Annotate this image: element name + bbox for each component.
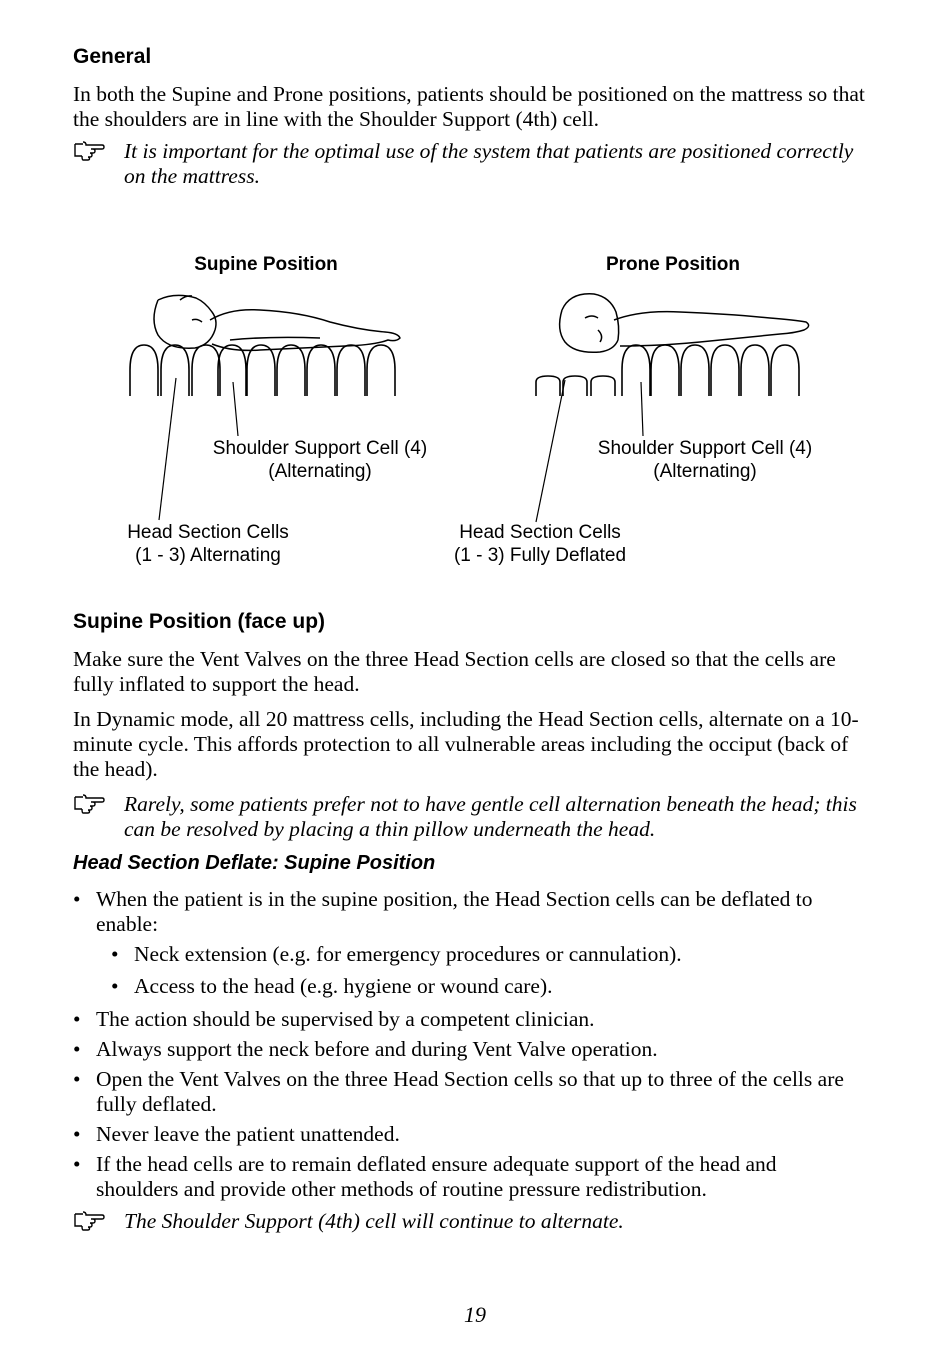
supine-heading: Supine Position (face up) xyxy=(73,610,326,633)
supine-head-label-1: Head Section Cells xyxy=(127,522,289,543)
bullet-dot: • xyxy=(73,1037,81,1061)
supine-shoulder-label-2: (Alternating) xyxy=(268,461,372,482)
deflate-bullet: • Never leave the patient unattended. xyxy=(73,1122,400,1146)
supine-head-label-2: (1 - 3) Alternating xyxy=(135,545,281,566)
supine-note xyxy=(73,792,873,842)
supine-head-leader xyxy=(159,378,176,520)
positioning-diagram xyxy=(0,240,950,580)
bullet-dot: • xyxy=(73,1067,81,1091)
deflate-note-text: The Shoulder Support (4th) cell will continue to alternate. xyxy=(124,1209,624,1233)
pointing-hand-icon xyxy=(73,792,105,814)
general-note-text: It is important for the optimal use of the system that patients are positioned correctly on the mattress. xyxy=(124,139,854,188)
pointing-hand-icon xyxy=(73,139,105,161)
bullet-dot: • xyxy=(73,887,81,911)
prone-shoulder-leader xyxy=(641,382,643,436)
prone-deflated-head-cells xyxy=(536,376,615,396)
prone-shoulder-label-2: (Alternating) xyxy=(653,461,757,482)
deflate-bullet: • Open the Vent Valves on the three Head Section cells so that up to three of the cells are fully deflated. xyxy=(73,1067,844,1116)
supine-mattress-cells xyxy=(130,345,395,396)
supine-note-text: Rarely, some patients prefer not to have gentle cell alternation beneath the head; this can be resolved by placing a thin pillow underneath the head. xyxy=(124,792,857,841)
supine-paragraph-1: Make sure the Vent Valves on the three Head Section cells are closed so that the cells are fully inflated to support the head. xyxy=(73,647,836,696)
supine-position-title: Supine Position xyxy=(194,254,338,275)
general-paragraph: In both the Supine and Prone positions, patients should be positioned on the mattress so that the shoulders are in line with the Shoulder Support (4th) cell. xyxy=(73,82,865,131)
general-note xyxy=(73,139,873,189)
deflate-sub-bullet: • Neck extension (e.g. for emergency procedures or cannulation). xyxy=(111,942,682,966)
pointing-hand-icon xyxy=(73,1209,105,1231)
deflate-bullet: • If the head cells are to remain deflated ensure adequate support of the head and shoulders and provide other methods of routine pressure redistribution. xyxy=(73,1152,777,1201)
prone-patient-figure xyxy=(560,294,809,352)
supine-patient-figure xyxy=(154,295,400,350)
prone-shoulder-label-1: Shoulder Support Cell (4) xyxy=(597,438,813,459)
deflate-note xyxy=(73,1209,873,1234)
prone-position-title: Prone Position xyxy=(605,254,741,275)
bullet-dot: • xyxy=(73,1122,81,1146)
supine-shoulder-label-1: Shoulder Support Cell (4) xyxy=(212,438,428,459)
bullet-dot: • xyxy=(73,1152,81,1176)
deflate-sub-bullet: • Access to the head (e.g. hygiene or wound care). xyxy=(111,974,553,998)
deflate-bullet: • Always support the neck before and during Vent Valve operation. xyxy=(73,1037,658,1061)
page-number: 19 xyxy=(464,1302,486,1327)
deflate-bullet: • The action should be supervised by a competent clinician. xyxy=(73,1007,595,1031)
bullet-dot: • xyxy=(111,974,119,998)
prone-head-label-2: (1 - 3) Fully Deflated xyxy=(453,545,627,566)
prone-mattress-cells xyxy=(622,345,799,396)
general-heading: General xyxy=(73,45,152,68)
prone-head-leader xyxy=(536,380,565,522)
deflate-heading: Head Section Deflate: Supine Position xyxy=(73,852,436,874)
prone-head-label-1: Head Section Cells xyxy=(459,522,621,543)
supine-shoulder-leader xyxy=(233,382,238,436)
deflate-bullet: • When the patient is in the supine position, the Head Section cells can be deflated to enable: xyxy=(73,887,813,936)
bullet-dot: • xyxy=(73,1007,81,1031)
bullet-dot: • xyxy=(111,942,119,966)
supine-paragraph-2: In Dynamic mode, all 20 mattress cells, including the Head Section cells, alternate on a 10-minute cycle. This affords protection to all vulnerable areas including the occiput (back of the head). xyxy=(73,707,859,781)
